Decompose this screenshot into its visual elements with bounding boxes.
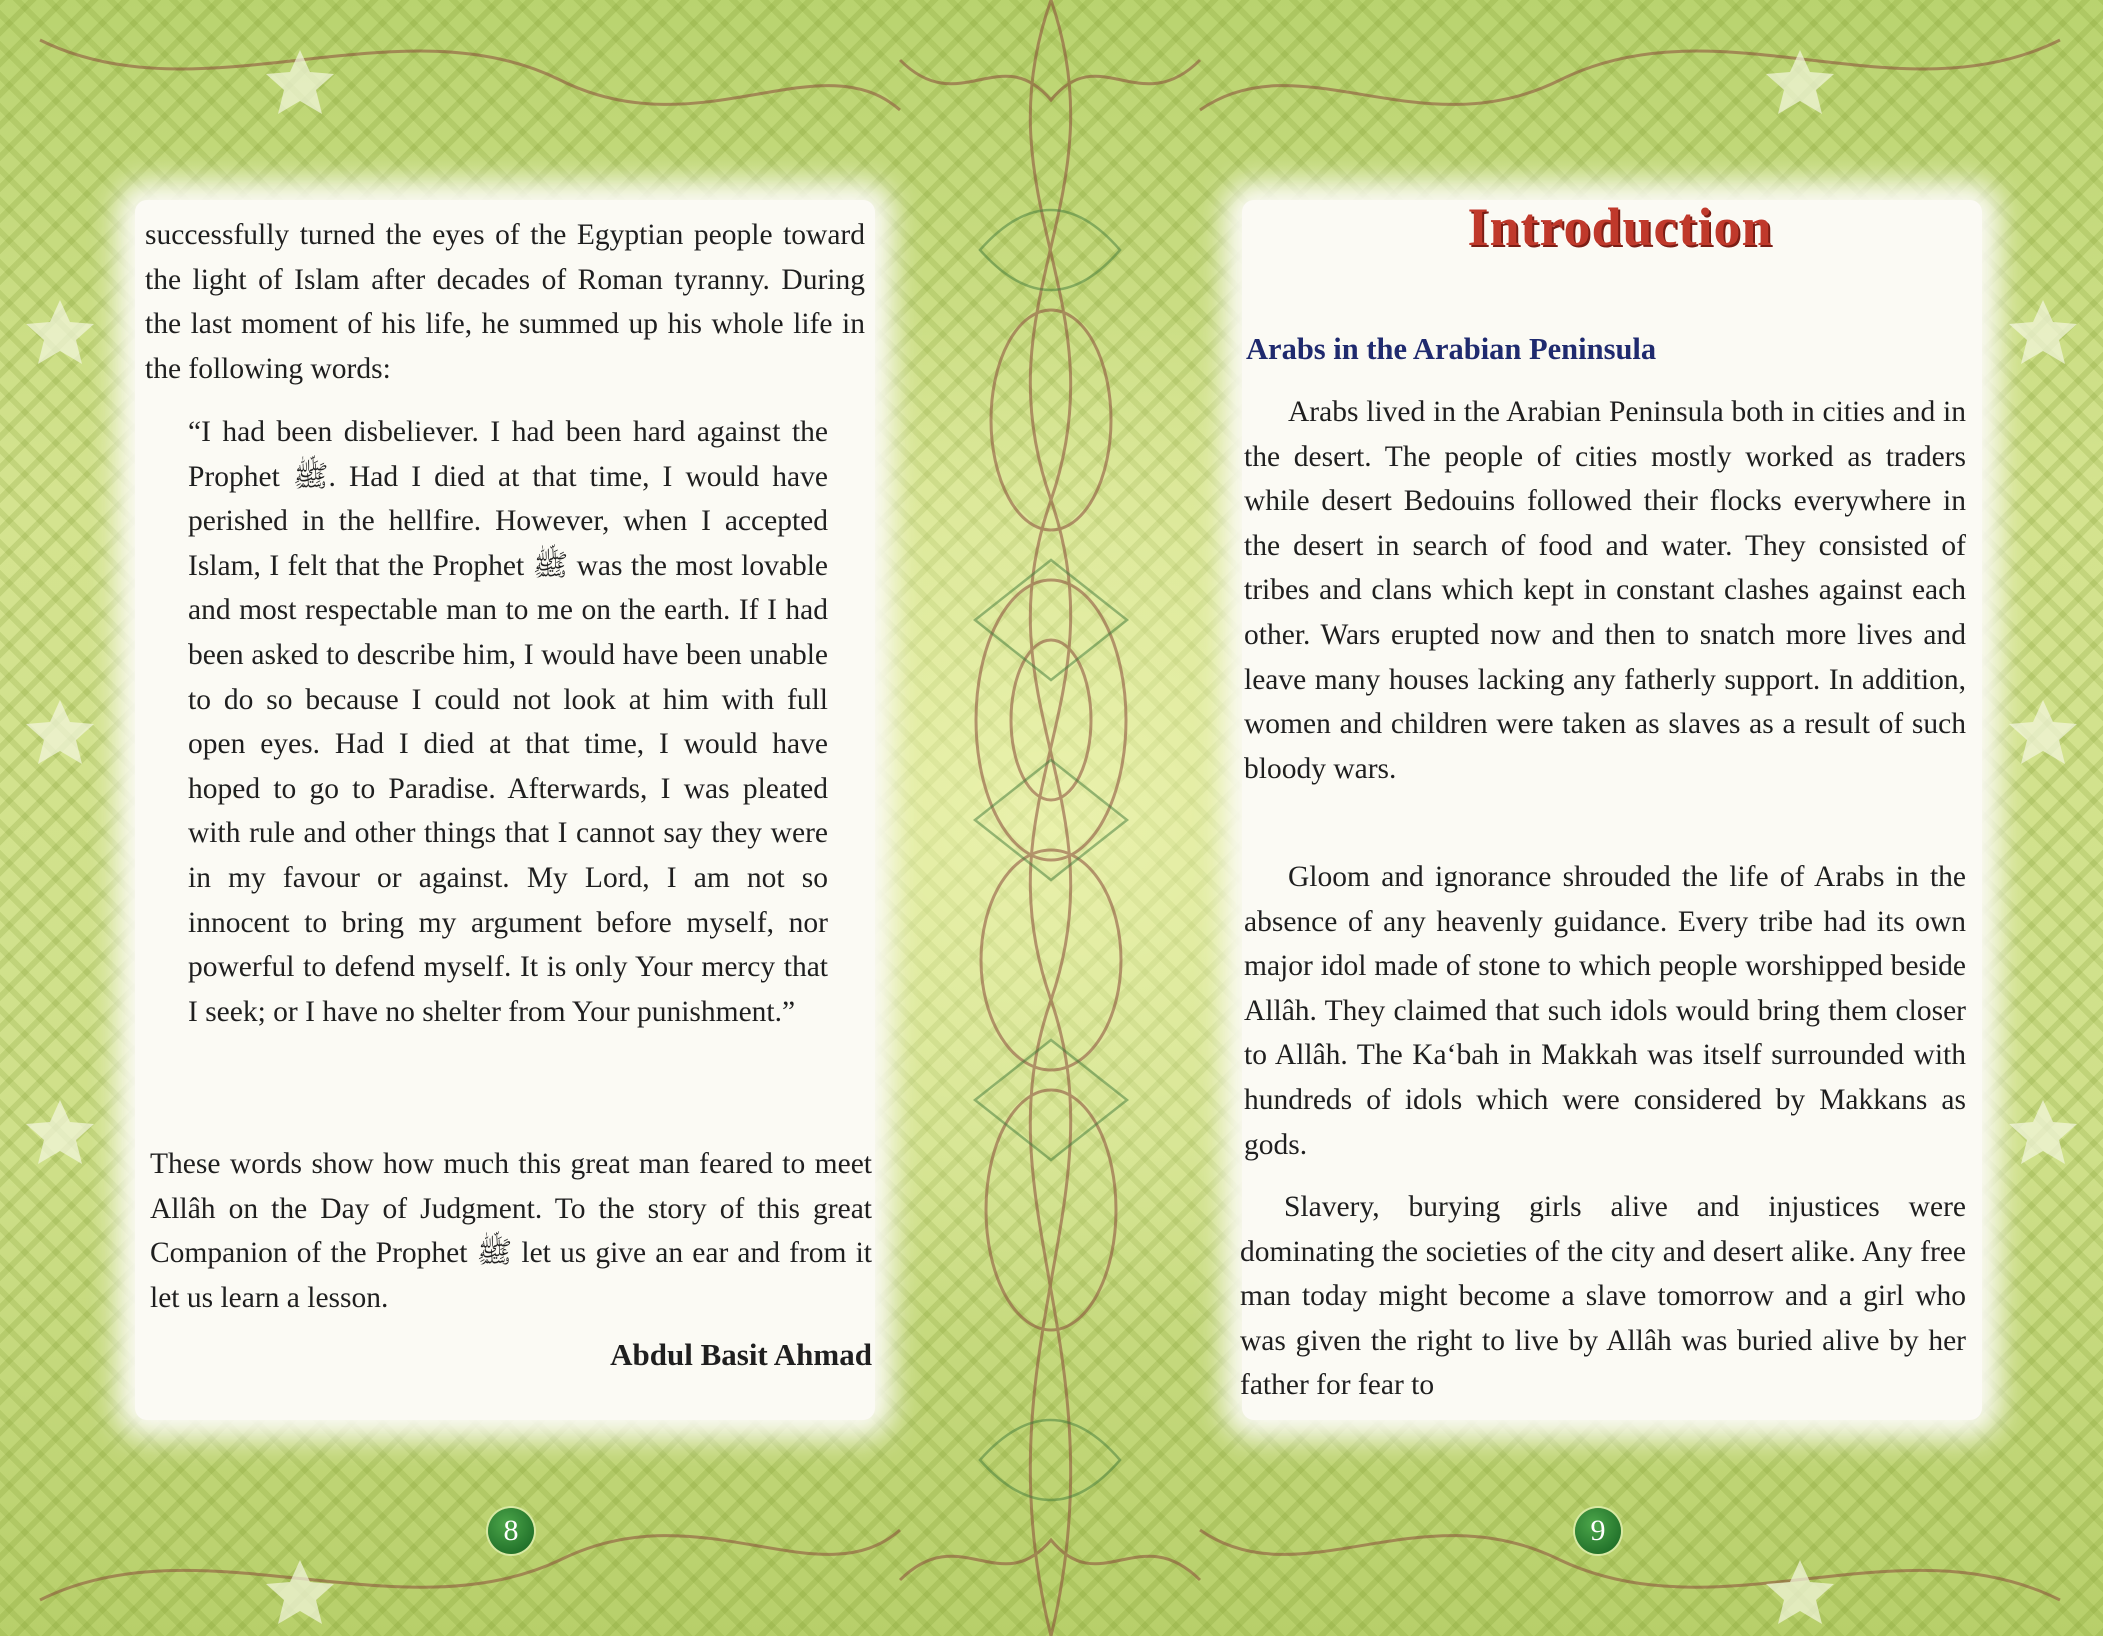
page-number-right: 9 [1575, 1508, 1621, 1554]
author-signature: Abdul Basit Ahmad [610, 1337, 872, 1372]
left-quote: “I had been disbeliever. I had been hard against the Prophet ﷺ. Had I died at that time, I would have perished in the hellfire. However, when I accepted Islam, I felt that the Prophet ﷺ was the most lovable and most respectable man to me on the earth. If I had been asked to describe him, I would have been unable to do so because I could not look at him with full open eyes. Had I died at that time, I would have hoped to go to Paradise. Afterwards, I was pleated with rule and other things that I cannot say they were in my favour or against. My Lord, I am not so innocent to bring my argument before myself, nor powerful to defend myself. It is only Your mercy that I seek; or I have no shelter from Your punishment.” [188, 416, 828, 1028]
right-paragraph-3: Slavery, burying girls alive and injustices were dominating the societies of the city and desert alike. Any free man today might become a slave tomorrow and a girl who was given the right to live by Allâh was buried alive by her father for fear to [1240, 1191, 1966, 1402]
left-paragraph-1: successfully turned the eyes of the Egyptian people toward the light of Islam after decades of Roman tyranny. During the last moment of his life, he summed up his whole life in the following words: [145, 219, 865, 385]
right-paragraph-2: Gloom and ignorance shrouded the life of Arabs in the absence of any heavenly guidance. Every tribe had its own major idol made of stone to which people worshipped beside Allâh. They claimed that such idols would bring them closer to Allâh. The Ka‘bah in Makkah was itself surrounded with hundreds of idols which were considered by Makkans as gods. [1244, 861, 1966, 1161]
right-paragraph-1: Arabs lived in the Arabian Peninsula both in cities and in the desert. The people of cities mostly worked as traders while desert Bedouins followed their flocks everywhere in the desert in search of food and water. They consisted of tribes and clans which kept in constant clashes against each other. Wars erupted now and then to snatch more lives and leave many houses lacking any fatherly support. In addition, women and children were taken as slaves as a result of such bloody wars. [1244, 396, 1966, 785]
section-subheading: Arabs in the Arabian Peninsula [1246, 332, 1657, 366]
chapter-title: Introduction [1467, 197, 1773, 257]
page-number-left: 8 [488, 1508, 534, 1554]
left-paragraph-2: These words show how much this great man feared to meet Allâh on the Day of Judgment. To the story of this great Companion of the Prophet ﷺ let us give an ear and from it let us learn a lesson. [150, 1148, 872, 1314]
